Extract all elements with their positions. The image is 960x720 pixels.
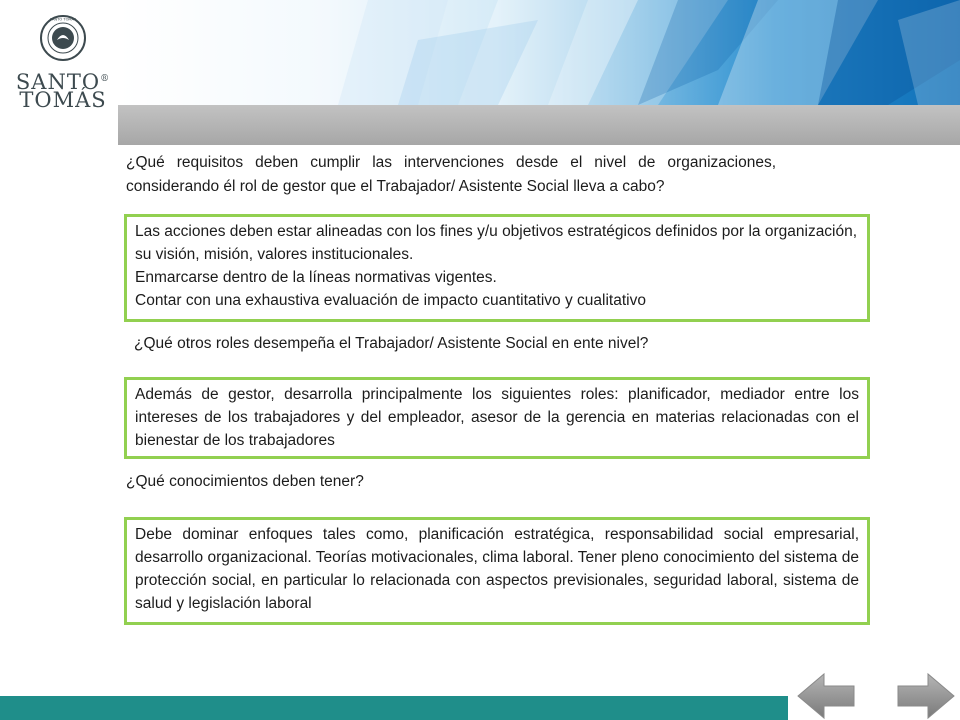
question-3: ¿Qué conocimientos deben tener? (126, 473, 364, 490)
registered-mark: ® (100, 74, 111, 84)
answer-1-line-3: Contar con una exhaustiva evaluación de impacto cuantitativo y cualitativo (135, 292, 646, 309)
answer-box-2: Además de gestor, desarrolla principalmente los siguientes roles: planificador, mediador entre los intereses de los trabajadores y del empleador, asesor de la gerencia en materias relacionadas con el bienestar de los trabajadores (124, 377, 870, 459)
logo (0, 0, 118, 145)
question-2: ¿Qué otros roles desempeña el Trabajador/ Asistente Social en ente nivel? (134, 335, 649, 352)
brand-name-line1: SANTO® (15, 70, 111, 94)
footer-bar (0, 696, 788, 720)
header-banner (118, 0, 960, 105)
brand-name-line2: TOMÁS (19, 88, 107, 112)
header-grey-bar (118, 105, 960, 145)
answer-box-3: Debe dominar enfoques tales como, planificación estratégica, responsabilidad social empresarial, desarrollo organizacional. Teorías motivacionales, clima laboral. Tener pleno conocimiento del sistema de protección social, en particular lo relacionada con aspectos previsionales, seguridad laboral, sistema de salud y legislación laboral (124, 517, 870, 625)
arrow-left-icon[interactable] (796, 672, 860, 720)
arrow-right-icon[interactable] (892, 672, 956, 720)
answer-1-line-2: Enmarcarse dentro de la líneas normativas vigentes. (135, 269, 497, 286)
seal-text: SANTO TOMÁS (49, 17, 77, 22)
question-1: ¿Qué requisitos deben cumplir las intervenciones desde el nivel de organizaciones, considerando él rol de gestor que el Trabajador/ Asistente Social lleva a cabo? (126, 154, 776, 195)
seal-icon (39, 14, 87, 62)
answer-box-1 (124, 214, 870, 322)
answer-1-line-1: Las acciones deben estar alineadas con los fines y/u objetivos estratégicos definidos por la organización, su visión, misión, valores institucionales. (135, 223, 858, 263)
banner-pattern (118, 0, 960, 105)
